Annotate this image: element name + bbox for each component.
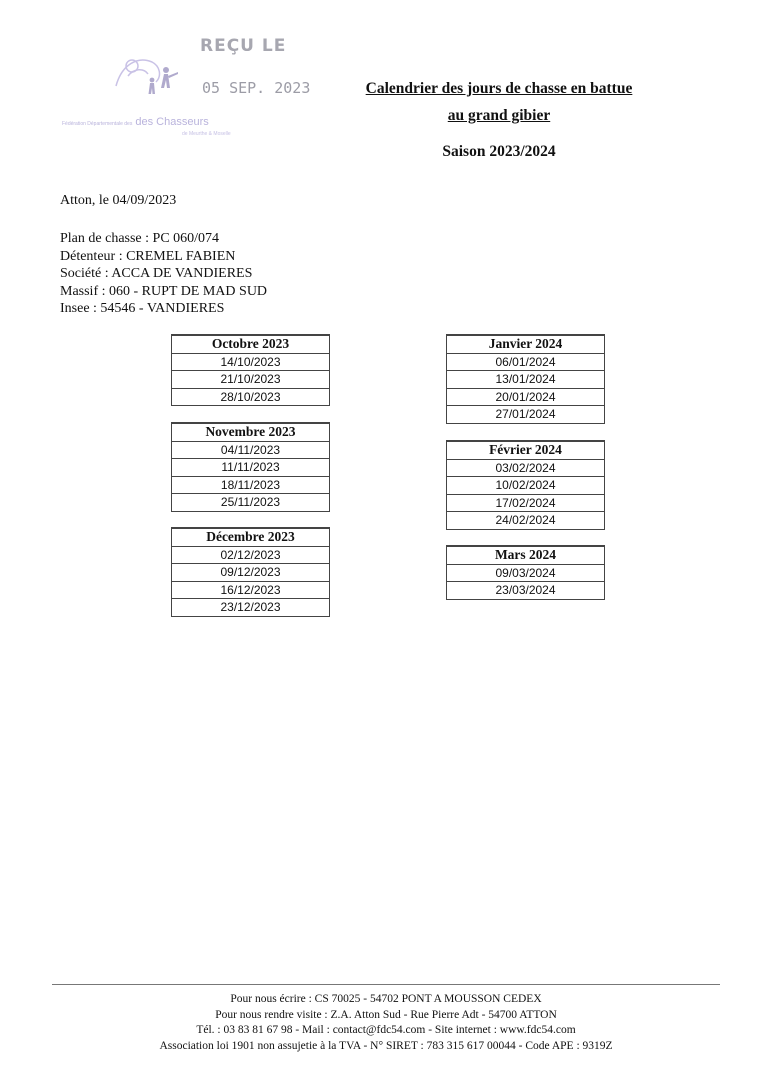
table-row: [172, 581, 330, 599]
hunt-date: 09/12/2023: [172, 564, 330, 582]
table-row: [172, 441, 330, 459]
footer-legal: Association loi 1901 non assujetie à la TVA - N° SIRET : 783 315 617 00044 - Code APE : 9319Z: [159, 1039, 613, 1052]
hunt-date: 06/01/2024: [447, 353, 605, 371]
table-row: [172, 459, 330, 477]
document-title: Calendrier des jours de chasse en battue: [365, 80, 633, 97]
plan-number: Plan de chasse : PC 060/074: [60, 231, 220, 246]
hunt-date: 23/03/2024: [447, 582, 605, 600]
hunt-date: 21/10/2023: [172, 371, 330, 389]
month-heading: Janvier 2024: [447, 335, 605, 353]
hunt-date: 03/02/2024: [447, 459, 605, 477]
received-stamp-label: REÇU LE: [200, 36, 287, 56]
federation-name-prefix: Fédération Départementale des: [62, 121, 133, 127]
month-heading: Février 2024: [447, 441, 605, 459]
hunt-date: 11/11/2023: [172, 459, 330, 477]
hunt-date: 17/02/2024: [447, 494, 605, 512]
table-row: [447, 353, 605, 371]
society-name: Société : ACCA DE VANDIERES: [60, 266, 253, 281]
hunt-date: 10/02/2024: [447, 477, 605, 495]
footer-divider: [52, 984, 720, 985]
hunt-date: 20/01/2024: [447, 388, 605, 406]
federation-name: [62, 116, 262, 128]
hunting-plan-info: [60, 230, 267, 318]
table-row: [172, 494, 330, 512]
federation-department: de Meurthe & Moselle: [182, 131, 231, 137]
month-table-february: [446, 440, 605, 530]
month-table-november: [171, 422, 330, 512]
table-row: [172, 388, 330, 406]
hunt-date: 23/12/2023: [172, 599, 330, 617]
insee-code: Insee : 54546 - VANDIERES: [60, 301, 225, 316]
month-heading: Mars 2024: [447, 546, 605, 564]
federation-logo-icon: [108, 46, 188, 102]
table-row: [447, 388, 605, 406]
table-row: [172, 476, 330, 494]
hunt-date: 16/12/2023: [172, 581, 330, 599]
hunt-date: 24/02/2024: [447, 512, 605, 530]
hunt-date: 27/01/2024: [447, 406, 605, 424]
table-row: [447, 477, 605, 495]
hunt-date: 28/10/2023: [172, 388, 330, 406]
table-row: [447, 371, 605, 389]
table-row: [447, 406, 605, 424]
footer: [52, 992, 720, 1054]
hunt-date: 13/01/2024: [447, 371, 605, 389]
table-row: [447, 459, 605, 477]
hunt-date: 04/11/2023: [172, 441, 330, 459]
footer-contact: Tél. : 03 83 81 67 98 - Mail : contact@fdc54.com - Site internet : www.fdc54.com: [196, 1024, 576, 1036]
table-row: [447, 564, 605, 582]
table-row: [172, 564, 330, 582]
season-label: Saison 2023/2024: [442, 143, 556, 160]
month-table-december: [171, 527, 330, 617]
footer-postal-address: Pour nous écrire : CS 70025 - 54702 PONT A MOUSSON CEDEX: [230, 993, 542, 1005]
month-heading: Novembre 2023: [172, 423, 330, 441]
holder-name: Détenteur : CREMEL FABIEN: [60, 248, 236, 264]
month-table-march: [446, 545, 605, 600]
table-row: [447, 494, 605, 512]
table-row: [172, 371, 330, 389]
table-row: [172, 353, 330, 371]
hunt-date: 02/12/2023: [172, 546, 330, 564]
month-table-january: [446, 334, 605, 424]
hunt-date: 09/03/2024: [447, 564, 605, 582]
received-stamp-date: 05 SEP. 2023: [202, 79, 311, 97]
footer-visit-address: Pour nous rendre visite : Z.A. Atton Sud - Rue Pierre Adt - 54700 ATTON: [215, 1008, 557, 1021]
hunt-date: 18/11/2023: [172, 476, 330, 494]
federation-name-main: des Chasseurs: [135, 116, 209, 128]
table-row: [172, 546, 330, 564]
month-table-october: [171, 334, 330, 406]
massif-name: Massif : 060 - RUPT DE MAD SUD: [60, 283, 268, 299]
hunt-date: 14/10/2023: [172, 353, 330, 371]
document-subtitle: au grand gibier: [447, 107, 551, 124]
place-and-date: Atton, le 04/09/2023: [60, 193, 177, 208]
table-row: [172, 599, 330, 617]
month-heading: Octobre 2023: [172, 335, 330, 353]
hunt-date: 25/11/2023: [172, 494, 330, 512]
table-row: [447, 582, 605, 600]
table-row: [447, 512, 605, 530]
month-heading: Décembre 2023: [172, 528, 330, 546]
